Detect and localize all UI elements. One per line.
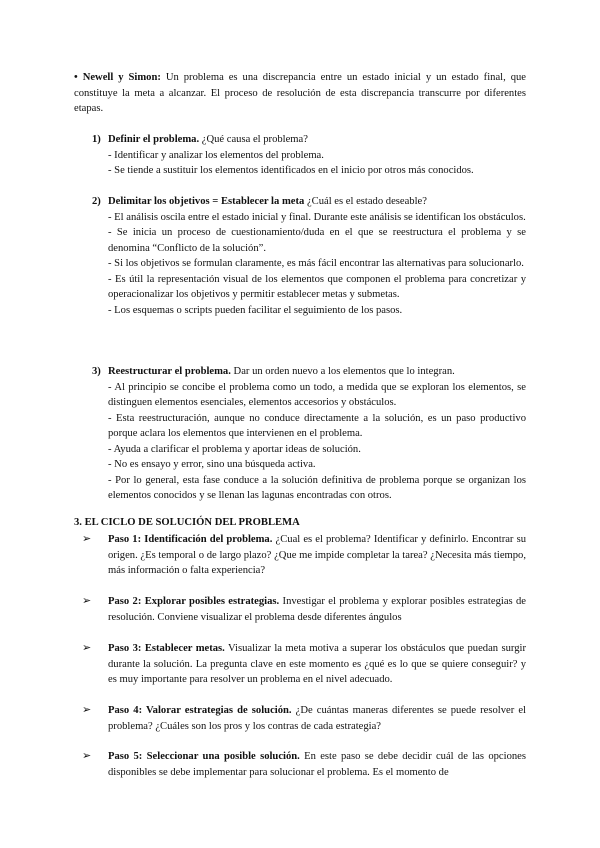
intro-author: Newell y Simon: (82, 72, 161, 83)
step-text: Investigar el problema y explorar posibles estrategias de resolución. Conviene visualizar el problema desde diferentes ángulos (108, 596, 526, 623)
section-line: - El análisis oscila entre el estado inicial y final. Durante este análisis se identifican los obstáculos. (108, 211, 526, 223)
step-title: Paso 3: Establecer metas. (108, 643, 225, 654)
section-title: Definir el problema. (108, 134, 200, 145)
step-5 (82, 749, 526, 780)
step-text: Visualizar la meta motiva a superar los obstáculos que puedan surgir durante la solución. La pregunta clave en este momento es ¿qué es lo que se quiere conseguir? y es muy importante para resolver un problema en el nivel adecuado. (108, 643, 526, 685)
section-number: 2) (92, 196, 101, 207)
intro-paragraph (74, 70, 526, 117)
section-3 (92, 364, 526, 504)
step-text: ¿De cuántas maneras diferentes se puede resolver el problema? ¿Cuáles son los pros y los contras de cada estrategia? (108, 705, 526, 732)
section-line: - Si los objetivos se formulan claramente, es más fácil encontrar las alternativas para solucionarlo. (108, 258, 524, 269)
section-heading (108, 132, 526, 148)
section-line: - Al principio se concibe el problema como un todo, a medida que se exploran los elementos, se distinguen elementos esenciales, elementos accesorios y obstáculos. (108, 381, 526, 408)
step-1 (82, 532, 526, 579)
section-heading (108, 364, 526, 380)
intro-bullet: • (74, 72, 78, 83)
section-line: - No es ensayo y error, sino una búsqueda activa. (108, 459, 316, 470)
section-line: - Es útil la representación visual de los elementos que componen el problema para concretizar y operacionalizar los objetivos y permitir establecer metas y submetas. (108, 273, 526, 300)
section-line: - Esta reestructuración, aunque no conduce directamente a la solución, es un paso productivo porque aclara los elementos que intervienen en el problema. (108, 412, 526, 439)
arrow-bullet-icon: ➢ (82, 533, 92, 545)
section-1 (92, 132, 526, 179)
section-number: 1) (92, 134, 101, 145)
section-line: - Se inicia un proceso de cuestionamiento/duda en el que se reestructura el problema y se denomina “Conflicto de la solución”. (108, 227, 526, 254)
section-line: - Identificar y analizar los elementos del problema. (108, 149, 324, 161)
section-heading-3: 3. EL CICLO DE SOLUCIÓN DEL PROBLEMA (74, 517, 300, 528)
step-2 (82, 594, 526, 625)
step-title: Paso 4: Valorar estrategias de solución. (108, 705, 292, 716)
step-text: ¿Cual es el problema? Identificar y definirlo. Encontrar su origen. ¿Es temporal o de largo plazo? ¿Que me impide completar la tarea? ¿Necesita más tiempo, más información o falta experiencia? (108, 534, 526, 576)
step-3 (82, 641, 526, 688)
step-text: En este paso se debe decidir cuál de las opciones disponibles se debe implementar para solucionar el problema. Es el momento de (108, 751, 526, 778)
arrow-bullet-icon: ➢ (82, 704, 92, 716)
section-title: Delimitar los objetivos = Establecer la meta (108, 196, 305, 207)
step-4 (82, 703, 526, 734)
section-line: - Por lo general, esta fase conduce a la solución definitiva de problema porque se organizan los elementos conocidos y se llenan las lagunas encontradas con otros. (108, 474, 526, 501)
section-question: ¿Cuál es el estado deseable? (304, 196, 427, 207)
section-question: ¿Qué causa el problema? (199, 134, 308, 145)
step-title: Paso 1: Identificación del problema. (108, 534, 273, 545)
step-title: Paso 2: Explorar posibles estrategias. (108, 596, 280, 607)
section-2 (92, 194, 526, 318)
intro-text: Un problema es una discrepancia entre un estado inicial y un estado final, que constituye la meta a alcanzar. El proceso de resolución de esta discrepancia transcurre por diferentes etapas. (74, 72, 526, 114)
section-question: Dar un orden nuevo a los elementos que lo integran. (230, 366, 455, 377)
section-heading (108, 194, 526, 210)
arrow-bullet-icon: ➢ (82, 642, 92, 654)
section-line: - Se tiende a sustituir los elementos identificados en el inicio por otros más conocidos. (108, 165, 474, 176)
section-title: Reestructurar el problema. (108, 366, 231, 377)
section-line: - Los esquemas o scripts pueden facilitar el seguimiento de los pasos. (108, 304, 403, 316)
section-number: 3) (92, 366, 101, 377)
arrow-bullet-icon: ➢ (82, 750, 92, 762)
arrow-bullet-icon: ➢ (82, 595, 92, 607)
section-line: - Ayuda a clarificar el problema y aportar ideas de solución. (108, 443, 361, 455)
step-title: Paso 5: Seleccionar una posible solución. (108, 751, 300, 762)
